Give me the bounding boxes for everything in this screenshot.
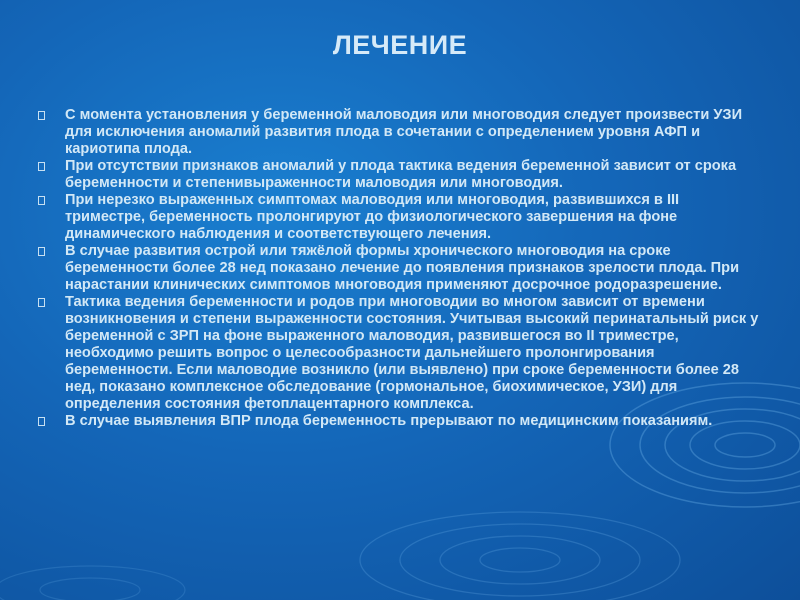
- slide-title: ЛЕЧЕНИЕ: [332, 30, 468, 60]
- square-bullet-icon: [38, 298, 45, 307]
- bullet-text: Тактика ведения беременности и родов при многоводии во многом зависит от времени возникновения и степени выраженности состояния. Учитывая высокий перинатальный риск у беременной с ЗРП на фоне выраженного маловодия, развившегося во II триместре, необходимо решить вопрос о целесообразности дальнейшего пролонгирования беременности. Если маловодие возникло (или выявлено) при сроке беременности более 28 нед, показано комплексное обследование (гормональное, биохимическое, УЗИ) для определения состояния фетоплацентарного комплекса.: [65, 294, 759, 412]
- list-item: [38, 192, 760, 243]
- bullet-text: С момента установления у беременной маловодия или многоводия следует произвести УЗИ для исключения аномалий развития плода в сочетании с определением уровня АФП и кариотипа плода.: [65, 107, 743, 157]
- list-item: [38, 107, 760, 158]
- list-item: [38, 158, 760, 192]
- bullet-text: В случае выявления ВПР плода беременность прерывают по медицинским показаниям.: [65, 413, 713, 429]
- square-bullet-icon: [38, 196, 45, 205]
- bullet-text: В случае развития острой или тяжёлой формы хронического многоводия на сроке беременности более 28 нед показано лечение до появления признаков зрелости плода. При нарастании клинических симптомов многоводия применяют досрочное родоразрешение.: [65, 243, 740, 293]
- bullet-list: [38, 107, 760, 430]
- square-bullet-icon: [38, 417, 45, 426]
- square-bullet-icon: [38, 247, 45, 256]
- square-bullet-icon: [38, 111, 45, 120]
- list-item: [38, 413, 760, 430]
- square-bullet-icon: [38, 162, 45, 171]
- list-item: [38, 294, 760, 413]
- bullet-text: При отсутствии признаков аномалий у плода тактика ведения беременной зависит от срока беременности и степенивыраженности маловодия или многоводия.: [65, 158, 737, 191]
- bullet-text: При нерезко выраженных симптомах маловодия или многоводия, развившихся в III триместре, беременность пролонгируют до физиологического завершения на фоне динамического наблюдения и соответствующего лечения.: [65, 192, 680, 242]
- list-item: [38, 243, 760, 294]
